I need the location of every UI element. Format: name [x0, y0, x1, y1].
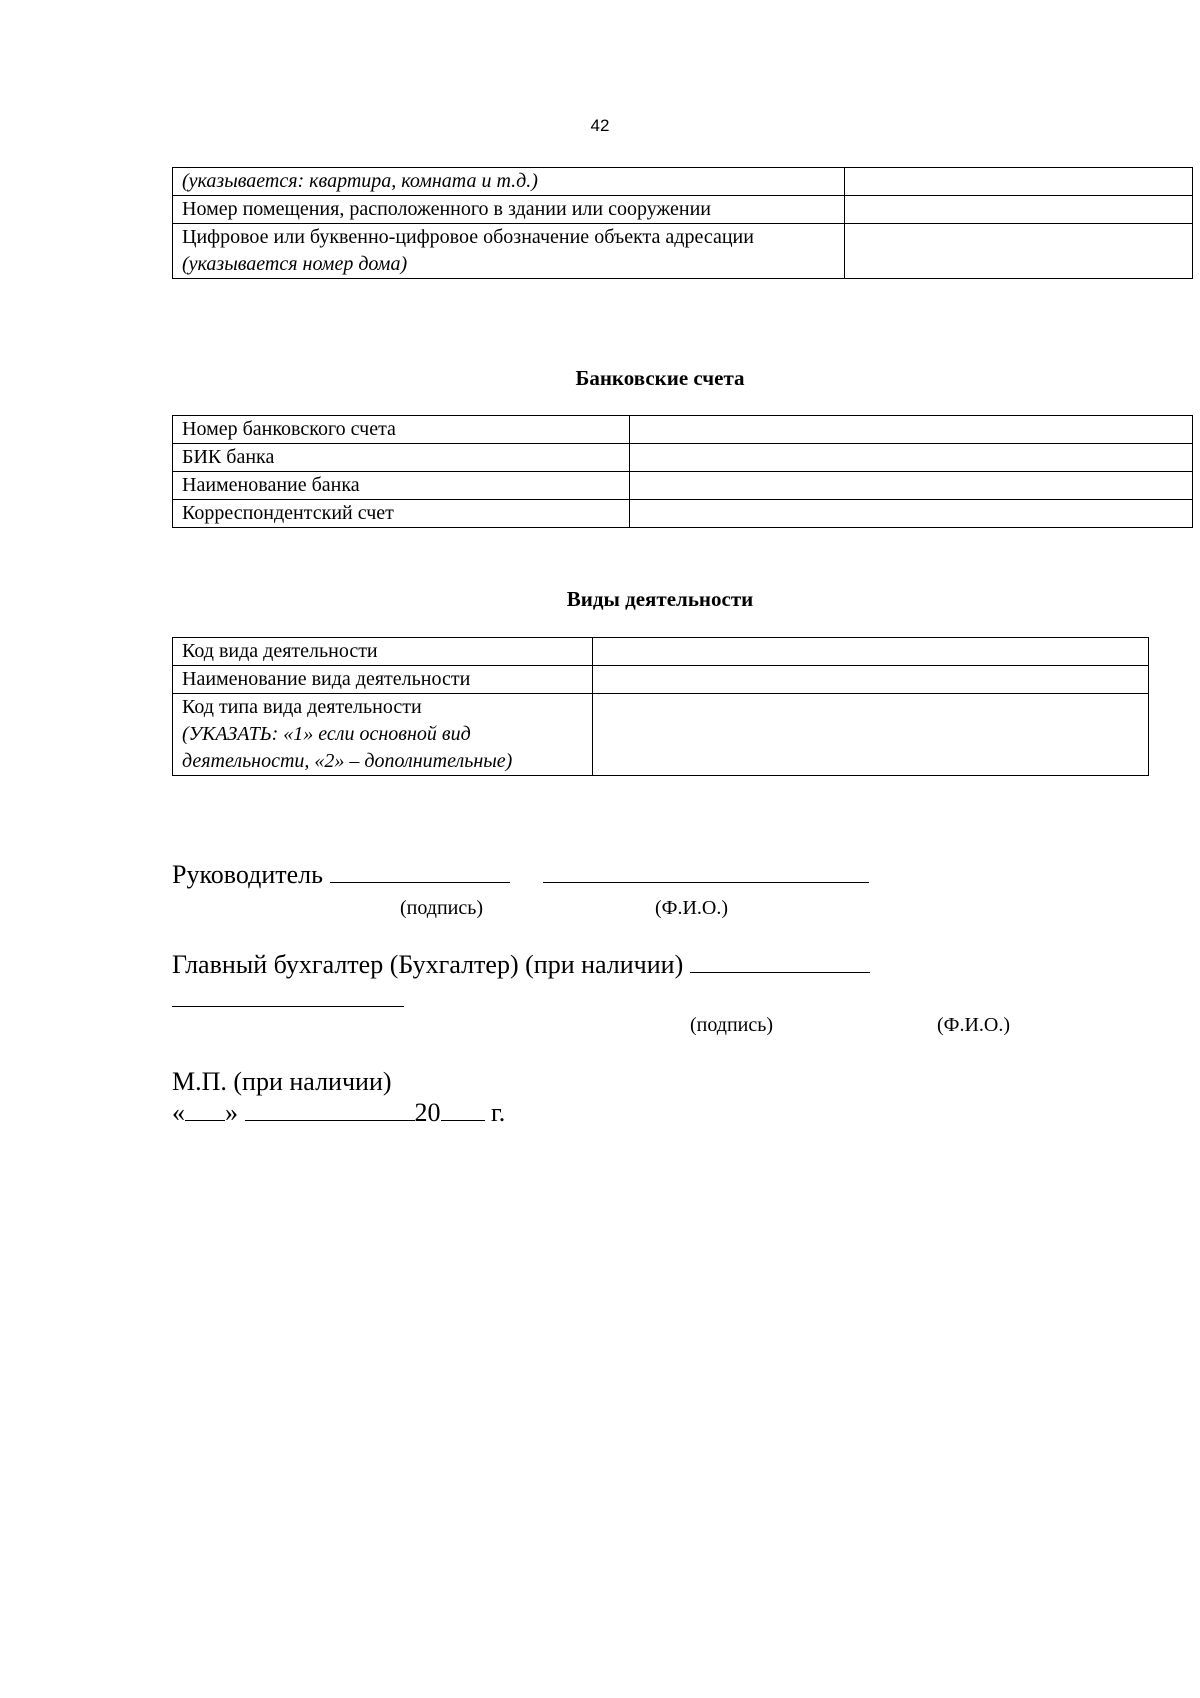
- date-year-prefix: 20: [414, 1098, 441, 1127]
- table-row: [173, 416, 1193, 444]
- address-table: [172, 167, 1193, 279]
- accountant-name-caption: (Ф.И.О.): [937, 1014, 1011, 1036]
- activities-heading: Виды деятельности: [566, 587, 754, 611]
- activity-value-field[interactable]: [593, 666, 1149, 694]
- bank-value-field[interactable]: [630, 416, 1193, 444]
- accountant-label: Главный бухгалтер (Бухгалтер) (при наличии): [172, 950, 684, 979]
- table-row: [173, 444, 1193, 472]
- activity-label: Наименование вида деятельности: [173, 666, 593, 694]
- table-row: [173, 224, 1193, 279]
- head-label: Руководитель: [172, 860, 323, 889]
- accountant-signature-line: [172, 950, 870, 980]
- activity-value-field[interactable]: [593, 694, 1149, 776]
- bank-value-field[interactable]: [630, 500, 1193, 528]
- table-row: [173, 168, 1193, 196]
- date-open-quote: «: [172, 1098, 185, 1127]
- accountant-signature-blank[interactable]: [690, 970, 870, 973]
- activity-label-cell: [173, 694, 593, 776]
- table-row: [173, 500, 1193, 528]
- head-name-caption: (Ф.И.О.): [655, 897, 729, 919]
- table-row: [173, 196, 1193, 224]
- bank-value-field[interactable]: [630, 444, 1193, 472]
- stamp-label: М.П. (при наличии): [172, 1067, 392, 1096]
- address-label-cell: [173, 224, 845, 279]
- activity-label: Код типа вида деятельности: [182, 696, 422, 718]
- head-name-blank[interactable]: [543, 880, 869, 883]
- address-label: Номер помещения, расположенного в здании или сооружении: [182, 198, 711, 220]
- activity-note: (УКАЗАТЬ: «1» если основной вид деятельности, «2» – дополнительные): [182, 723, 513, 772]
- bank-value-field[interactable]: [630, 472, 1193, 500]
- bank-accounts-table: [172, 415, 1193, 528]
- address-note: (указывается номер дома): [182, 253, 408, 275]
- bank-accounts-heading: Банковские счета: [575, 366, 745, 390]
- activity-value-field[interactable]: [593, 638, 1149, 666]
- address-value-field[interactable]: [845, 196, 1193, 224]
- bank-label: БИК банка: [173, 444, 630, 472]
- bank-label: Наименование банка: [173, 472, 630, 500]
- date-month-blank[interactable]: [245, 1118, 415, 1121]
- address-note: (указывается: квартира, комната и т.д.): [182, 170, 538, 192]
- table-row: [173, 694, 1149, 776]
- table-row: [173, 666, 1149, 694]
- accountant-name-blank[interactable]: [172, 1006, 404, 1007]
- head-signature-caption: (подпись): [400, 897, 484, 919]
- bank-label: Корреспондентский счет: [173, 500, 630, 528]
- date-suffix: г.: [491, 1098, 506, 1127]
- address-label-cell: [173, 168, 845, 196]
- address-label: Цифровое или буквенно-цифровое обозначение объекта адресации: [182, 226, 754, 248]
- head-signature-line: [172, 860, 869, 890]
- table-row: [173, 638, 1149, 666]
- date-close-quote: »: [225, 1098, 238, 1127]
- activities-table: [172, 637, 1149, 776]
- accountant-signature-caption: (подпись): [690, 1014, 774, 1036]
- date-year-blank[interactable]: [441, 1118, 485, 1121]
- date-day-blank[interactable]: [185, 1118, 225, 1121]
- address-label-cell: [173, 196, 845, 224]
- head-signature-blank[interactable]: [330, 880, 510, 883]
- address-value-field[interactable]: [845, 168, 1193, 196]
- address-value-field[interactable]: [845, 224, 1193, 279]
- activity-label: Код вида деятельности: [173, 638, 593, 666]
- date-line: [172, 1098, 505, 1128]
- bank-label: Номер банковского счета: [173, 416, 630, 444]
- page-number: 42: [590, 116, 610, 135]
- table-row: [173, 472, 1193, 500]
